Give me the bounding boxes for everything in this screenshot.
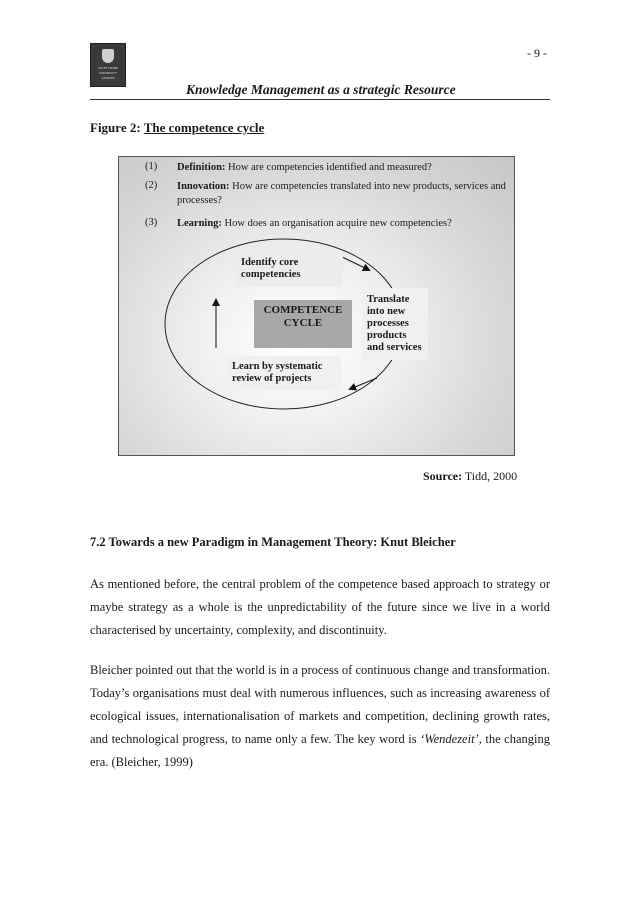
page-number: - 9 -	[527, 46, 547, 60]
learn-by-review-label: Learn by systematic review of projects	[226, 356, 341, 390]
paragraph-1: As mentioned before, the central problem of the competence based approach to strategy or maybe strategy as a whole is the unpredictability of the future since we live in a world characterised by uncertainty, complexity, and discontinuity.	[90, 577, 550, 637]
center-label-line-1: COMPETENCE	[263, 304, 343, 316]
paragraph-2-end: , the changing era. (Bleicher, 1999)	[90, 732, 551, 769]
figure-title: The competence cycle	[143, 120, 265, 135]
question-3	[177, 217, 507, 231]
translate-label: Translate into new processes products and services	[362, 288, 428, 360]
competence-cycle-center	[254, 300, 352, 348]
wendezeit-term: ‘Wendezeit’	[420, 732, 479, 746]
university-logo	[90, 43, 126, 87]
identify-core-competencies-label: Identify core competencies	[235, 251, 343, 287]
question-2-number: (2)	[145, 180, 158, 191]
source-text: Tidd, 2000	[462, 469, 518, 483]
question-3-term: Learning:	[177, 218, 222, 229]
question-1-number: (1)	[145, 161, 158, 172]
paragraph-2	[90, 659, 550, 774]
section-heading: 7.2 Towards a new Paradigm in Management Theory: Knut Bleicher	[90, 535, 456, 549]
logo-line-1: SOUTH BANK	[98, 66, 118, 70]
question-1	[177, 161, 507, 175]
figure-caption	[90, 120, 264, 136]
header-divider	[90, 99, 550, 100]
logo-line-3: LONDON	[101, 76, 115, 80]
question-1-text: How are competencies identified and measured?	[225, 162, 432, 173]
figure-source	[423, 469, 517, 484]
source-label: Source:	[423, 469, 463, 483]
question-1-term: Definition:	[177, 162, 226, 173]
figure-label: Figure 2:	[90, 120, 141, 135]
competence-cycle-figure	[118, 156, 515, 456]
paragraph-2-body: Bleicher pointed out that the world is in a process of continuous change and transformation. Today’s organisations must deal with numerous influences, such as increasing awareness of ecological issues, internationalisation of markets and competition, declining growth rates, and technological progress, to name only a few. The key word is	[90, 663, 550, 746]
question-3-number: (3)	[145, 217, 158, 228]
running-header: Knowledge Management as a strategic Resource	[186, 82, 456, 97]
question-2-text: How are competencies translated into new products, services and processes?	[177, 181, 506, 206]
question-2-term: Innovation:	[177, 181, 230, 192]
center-label-line-2: CYCLE	[283, 317, 323, 329]
logo-line-2: UNIVERSITY	[99, 71, 117, 75]
question-2	[177, 180, 507, 208]
crest-icon	[102, 49, 114, 63]
question-3-text: How does an organisation acquire new competencies?	[221, 218, 452, 229]
